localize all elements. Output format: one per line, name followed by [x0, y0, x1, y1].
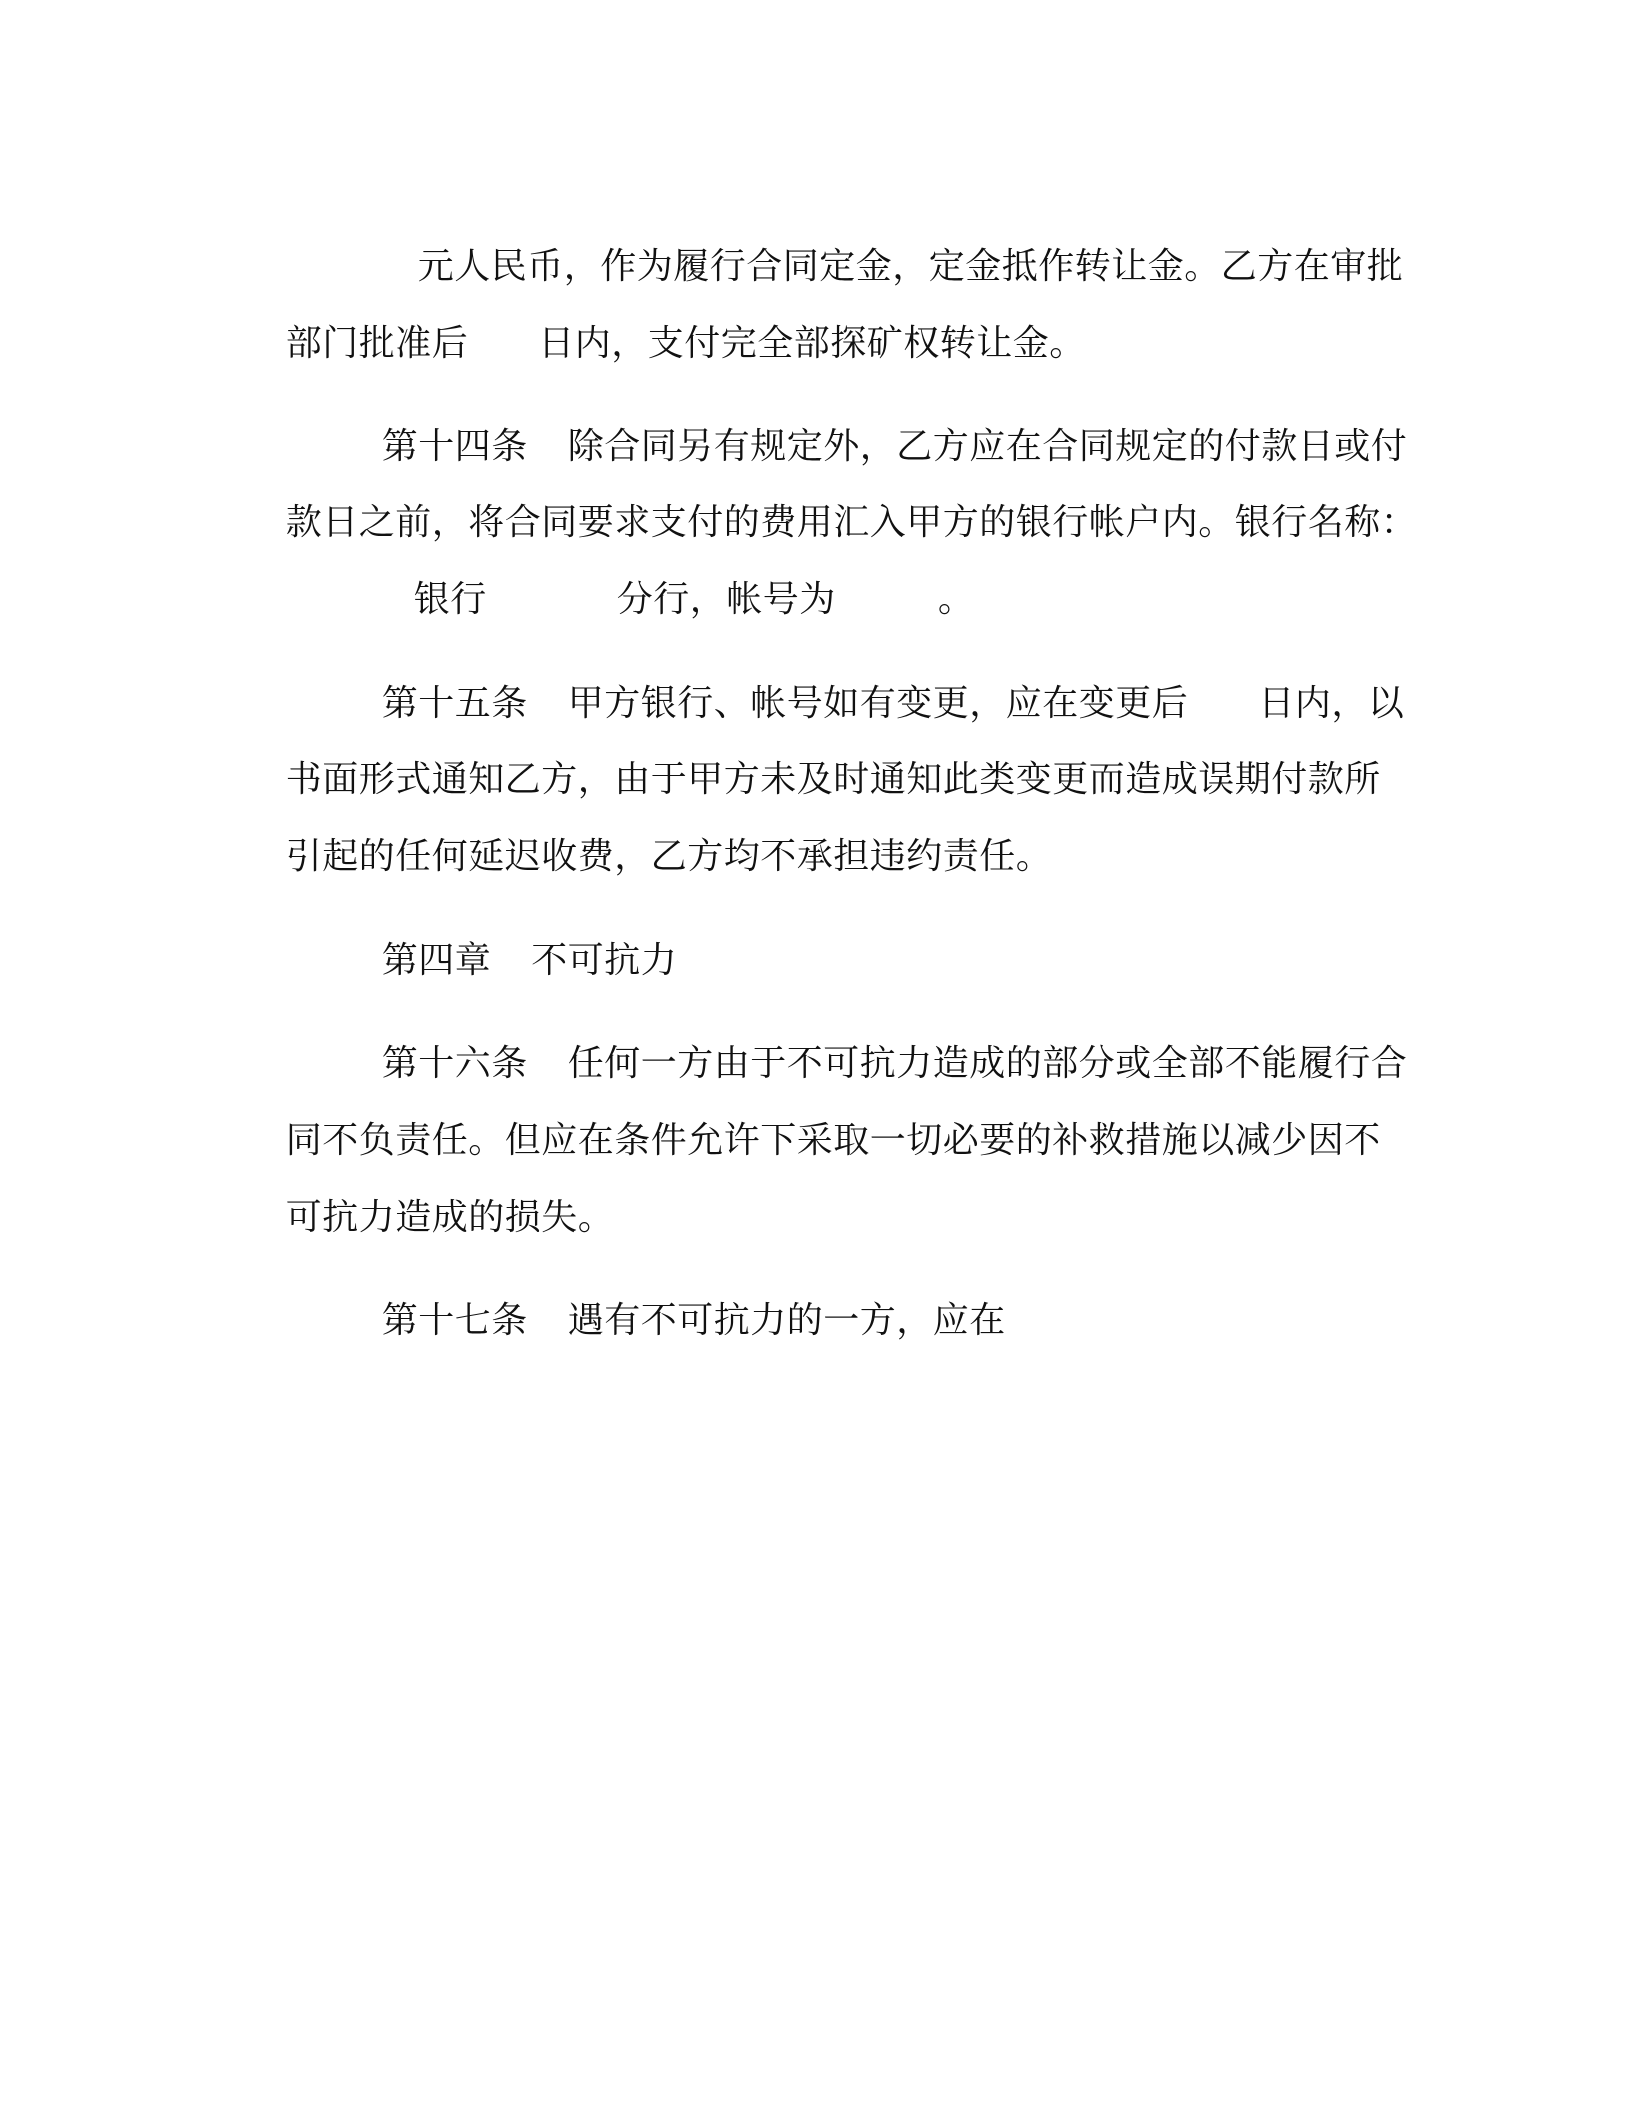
p14-line-3-text-a: 银行 [413, 579, 487, 620]
p15-line-1-text-a: 甲方银行、帐号如有变更，应在变更后 [567, 683, 1189, 724]
p14-line-3-text-b: 分行，帐号为 [616, 579, 836, 620]
p14-line-2-text: 款日之前，将合同要求支付的费用汇入甲方的银行帐户内。银行名称： [285, 502, 1418, 543]
p14-line-1-text: 除合同另有规定外，乙方应在合同规定的付款日或付 [567, 426, 1408, 467]
p15-line-2-text: 书面形式通知乙方，由于甲方未及时通知此类变更而造成误期付款所 [285, 759, 1381, 800]
chapter-4-title: 不可抗力 [531, 940, 678, 981]
chapter-4-label: 第四章 [381, 940, 492, 981]
article-17-label: 第十七条 [381, 1300, 528, 1341]
p15-line-3-text: 引起的任何延迟收费，乙方均不承担违约责任。 [285, 836, 1053, 877]
p13-line-2-text-a: 部门批准后 [285, 323, 469, 364]
p13-line-1-text: 元人民币，作为履行合同定金，定金抵作转让金。乙方在审批 [417, 246, 1404, 287]
p15-line-1-text-b: 日内，以 [1258, 683, 1405, 724]
p13-line-2-text-b: 日内，支付完全部探矿权转让金。 [538, 323, 1086, 364]
p17-line-1-text: 遇有不可抗力的一方，应在 [567, 1300, 1006, 1341]
p16-line-3-text: 可抗力造成的损失。 [285, 1197, 615, 1238]
article-15-label: 第十五条 [381, 683, 528, 724]
article-14-label: 第十四条 [381, 426, 528, 467]
article-16-label: 第十六条 [381, 1043, 528, 1084]
p14-line-3-text-c: 。 [937, 579, 975, 620]
p16-line-2-text: 同不负责任。但应在条件允许下采取一切必要的补救措施以减少因不 [285, 1120, 1381, 1161]
p16-line-1-text: 任何一方由于不可抗力造成的部分或全部不能履行合 [567, 1043, 1408, 1084]
p17-line-1 [334, 1249, 1006, 1393]
